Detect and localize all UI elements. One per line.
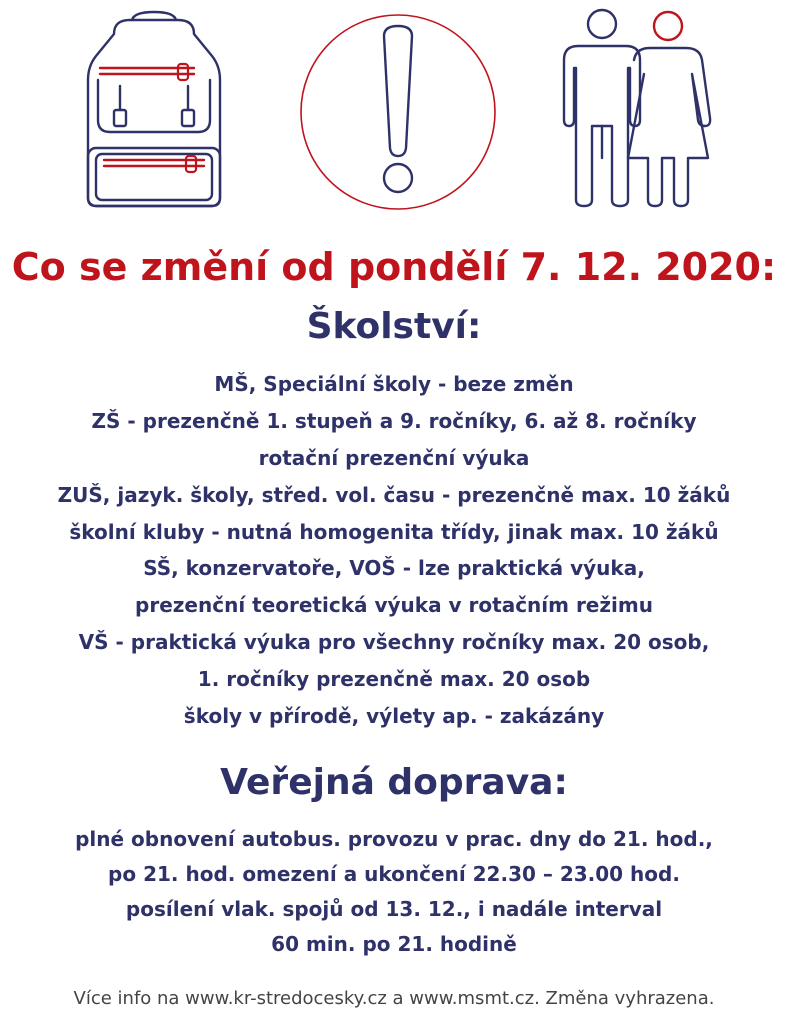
backpack-icon bbox=[74, 10, 234, 210]
exclamation-circle-icon bbox=[298, 12, 498, 212]
school-line: ZŠ - prezenčně 1. stupeň a 9. ročníky, 6. až 8. ročníky bbox=[91, 408, 697, 433]
school-line: SŠ, konzervatoře, VOŠ - lze praktická výuka, bbox=[143, 556, 645, 581]
school-list bbox=[0, 366, 788, 735]
school-line: školní kluby - nutná homogenita třídy, jinak max. 10 žáků bbox=[69, 519, 719, 544]
man-woman-icon bbox=[556, 8, 716, 210]
transport-line: posílení vlak. spojů od 13. 12., i nadále interval bbox=[125, 897, 663, 921]
footer-note: Více info na www.kr-stredocesky.cz a www.msmt.cz. Změna vyhrazena. bbox=[73, 988, 715, 1009]
school-line: ZUŠ, jazyk. školy, střed. vol. času - prezenčně max. 10 žáků bbox=[57, 482, 731, 507]
headline: Co se změní od pondělí 7. 12. 2020: bbox=[11, 245, 777, 289]
section-title-transport: Veřejná doprava: bbox=[220, 762, 568, 803]
transport-line: 60 min. po 21. hodině bbox=[271, 932, 517, 956]
transport-list bbox=[0, 822, 788, 962]
section-title-school: Školství: bbox=[306, 306, 482, 347]
school-line: prezenční teoretická výuka v rotačním režimu bbox=[135, 593, 653, 618]
school-line: MŠ, Speciální školy - beze změn bbox=[214, 372, 574, 396]
school-line: VŠ - praktická výuka pro všechny ročníky max. 20 osob, bbox=[78, 630, 710, 655]
transport-line: po 21. hod. omezení a ukončení 22.30 – 23.00 hod. bbox=[108, 862, 680, 886]
school-line: školy v přírodě, výlety ap. - zakázány bbox=[183, 704, 605, 729]
school-line: rotační prezenční výuka bbox=[258, 445, 530, 470]
transport-line: plné obnovení autobus. provozu v prac. dny do 21. hod., bbox=[75, 827, 713, 851]
icon-row bbox=[0, 0, 788, 220]
school-line: 1. ročníky prezenčně max. 20 osob bbox=[197, 667, 591, 692]
